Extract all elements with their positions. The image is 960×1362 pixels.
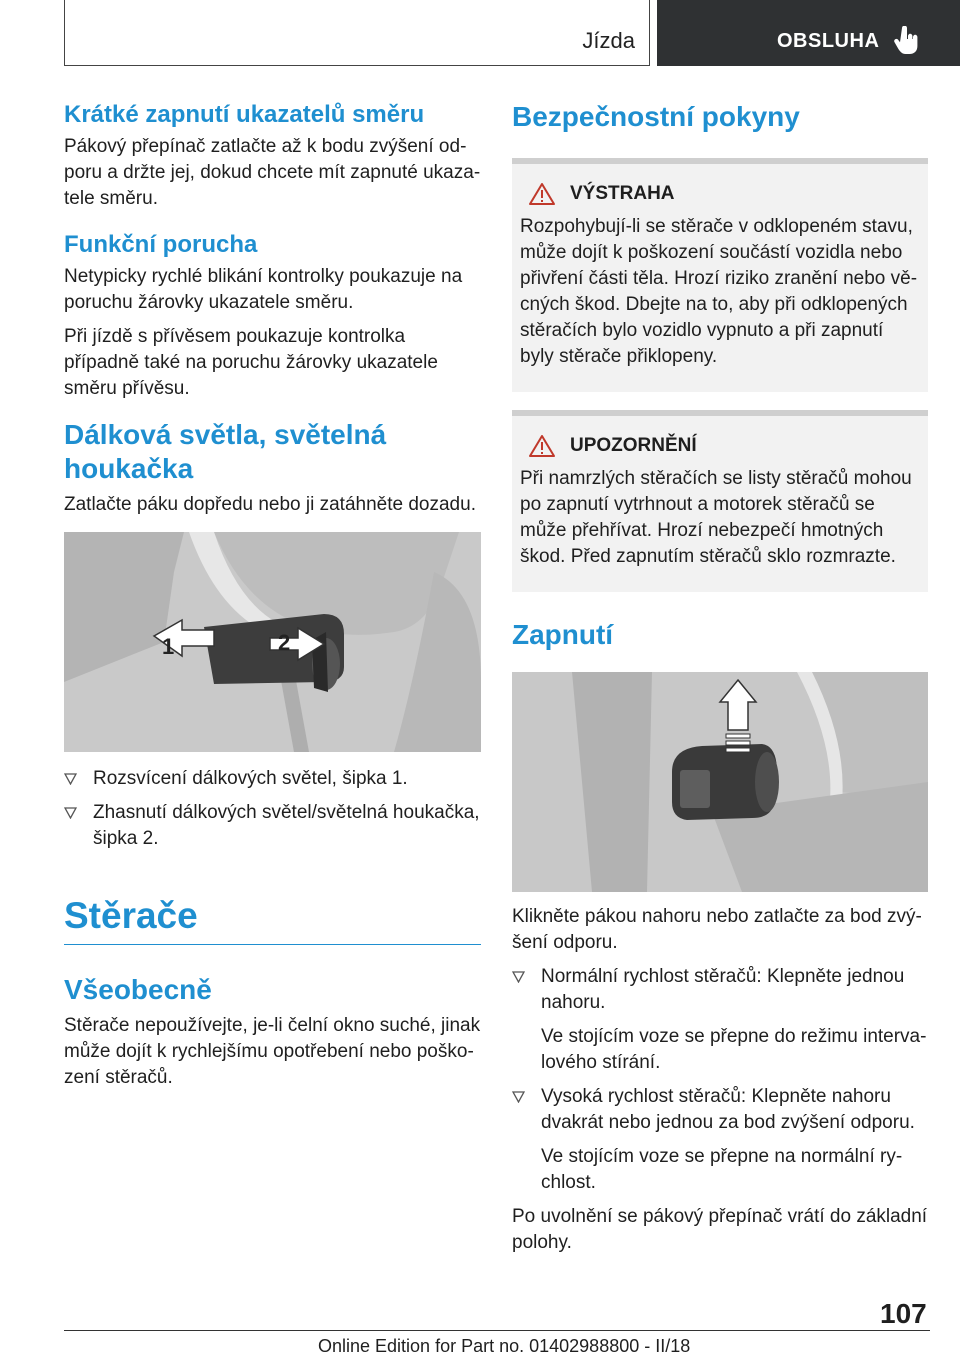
section-title: Jízda <box>582 28 635 53</box>
text-high-beams: Zatlačte páku dopředu nebo ji zatáhněte dozadu. <box>64 494 476 515</box>
triangle-bullet-icon <box>512 971 525 983</box>
warning-title: VÝSTRAHA <box>570 183 675 204</box>
figure-label-1: 1 <box>162 634 175 659</box>
figure-label-2: 2 <box>278 630 291 655</box>
list-item-note: Ve stojícím voze se přepne na normální rychlost. <box>541 1146 903 1193</box>
list-item: Normální rychlost stěračů: Klepněte jednou nahoru. Ve stojícím voze se přepne do režimu intervalového stírání. <box>512 964 928 1076</box>
right-column <box>512 100 928 1264</box>
warning-box <box>512 158 928 392</box>
list-item: Vysoká rychlost stěračů: Klepněte nahoru dvakrát nebo jednou za bod zvýšení odporu. Ve stojícím voze se přepne na normální rychlost. <box>512 1084 928 1196</box>
list-item: Rozsvícení dálkových světel, šipka 1. <box>64 766 481 792</box>
high-beam-lever-figure <box>64 532 481 752</box>
wiper-speed-list <box>512 964 928 1196</box>
warning-triangle-icon <box>528 182 556 206</box>
left-column <box>64 100 481 1099</box>
caution-box <box>512 410 928 592</box>
footer-divider <box>64 1330 930 1331</box>
heading-safety: Bezpečnostní pokyny <box>512 101 800 132</box>
heading-turn-signal: Krátké zapnutí ukazatelů směru <box>64 101 425 128</box>
triangle-bullet-icon <box>64 807 77 819</box>
text-malfunction-2: Při jízdě s přívěsem poukazuje kontrolka případně také na poruchu žárovky ukazatele směru přívěsu. <box>64 326 438 399</box>
text-general: Stěrače nepoužívejte, je-li čelní okno suché, jinak může dojít k rychlejšímu opotřebení nebo poškození stěračů. <box>64 1015 481 1088</box>
heading-malfunction: Funkční porucha <box>64 231 258 258</box>
chapter-title: OBSLUHA <box>777 30 880 52</box>
chapter-heading-wipers: Stěrače <box>64 895 198 936</box>
heading-switch-on: Zapnutí <box>512 619 614 650</box>
page-header <box>0 0 960 66</box>
warning-text: Rozpohybují-li se stěrače v odklopeném stavu, může dojít k poškození součástí vozidla nebo přivření části těla. Hrozí riziko zranění nebo věcných škod. Dbejte na to, aby při odklopených stěračích bylo vozidlo vypnuto a při zapnutí byly stěrače přiklopeny. <box>520 216 918 367</box>
edition-note: Online Edition for Part no. 01402988800 - II/18 <box>318 1336 691 1356</box>
high-beam-list <box>64 766 481 852</box>
caution-title: UPOZORNĚNÍ <box>570 435 697 456</box>
chapter-divider <box>64 944 481 945</box>
triangle-bullet-icon <box>64 773 77 785</box>
wiper-lever-figure <box>512 672 928 892</box>
list-item: Zhasnutí dálkových světel/světelná houkačka, šipka 2. <box>64 800 481 852</box>
heading-general: Všeobecně <box>64 974 212 1005</box>
text-turn-signal: Pákový přepínač zatlačte až k bodu zvýšení odporu a držte jej, dokud chcete mít zapnuté ukazatele směru. <box>64 136 481 209</box>
triangle-bullet-icon <box>512 1091 525 1103</box>
section-tab <box>64 0 650 66</box>
caution-triangle-icon <box>528 434 556 458</box>
page-number: 107 <box>880 1298 927 1329</box>
text-malfunction-1: Netypicky rychlé blikání kontrolky poukazuje na poruchu žárovky ukazatele směru. <box>64 266 463 313</box>
list-item-note: Ve stojícím voze se přepne do režimu intervalového stírání. <box>541 1026 927 1073</box>
caution-text: Při namrzlých stěračích se listy stěračů mohou po zapnutí vytrhnout a motorek stěračů se může přehřívat. Hrozí nebezpečí hmotných škod. Před zapnutím stěračů sklo rozmrazte. <box>520 468 912 567</box>
text-release: Po uvolnění se pákový přepínač vrátí do základní polohy. <box>512 1206 928 1253</box>
heading-high-beams: Dálková světla, světelná houkačka <box>64 419 387 484</box>
hand-pointer-icon <box>894 26 920 56</box>
text-switch-on: Klikněte pákou nahoru nebo zatlačte za bod zvýšení odporu. <box>512 906 922 953</box>
